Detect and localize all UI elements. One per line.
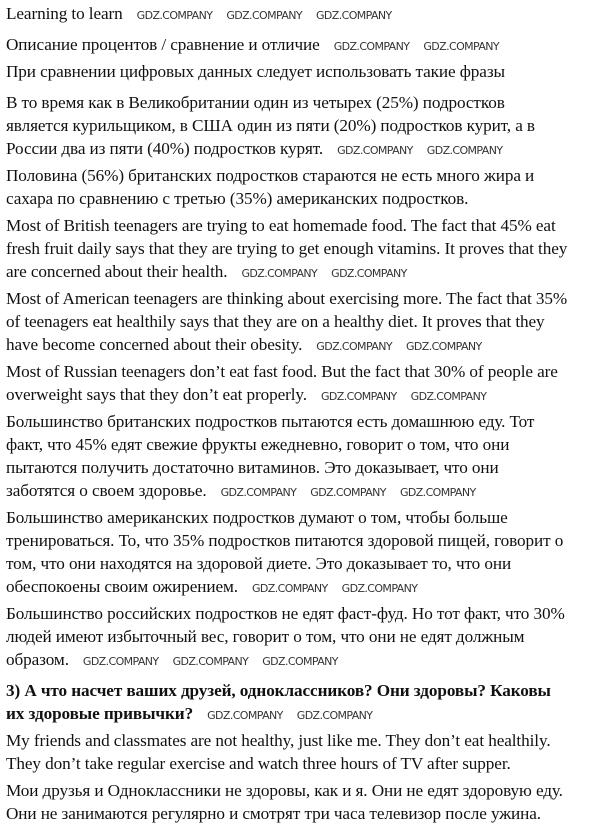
answer-english: My friends and classmates are not healthy, just like me. They don’t eat healthily. They don’t take regular exercise and watch three hours of TV after supper. [6, 731, 551, 773]
watermark: GDZ.COMPANY [207, 708, 283, 722]
watermark: GDZ.COMPANY [320, 389, 397, 403]
paragraph-smoking: В то время как в Великобритании один из четырех (25%) подростков является курильщиком, в США один из пяти (20%) подростков курит, а в России два из пяти (40%) подростков курят. [6, 93, 535, 158]
section-subtitle: Описание процентов / сравнение и отличие [6, 35, 320, 54]
watermark: GDZ.COMPANY [316, 8, 392, 22]
watermark: GDZ.COMPANY [316, 339, 392, 353]
watermark: GDZ.COMPANY [262, 654, 338, 668]
watermark: GDZ.COMPANY [410, 389, 487, 403]
paragraph-british-ru-block [6, 410, 604, 502]
watermark: GDZ.COMPANY [226, 8, 302, 22]
answer-russian: Мои друзья и Одноклассники не здоровы, как и я. Они не едят здоровую еду. Они не занимаются регулярно и смотрят три часа телевизор после ужина. [6, 781, 563, 823]
answer-russian-block [6, 779, 604, 825]
question-block [6, 679, 604, 725]
watermark: GDZ.COMPANY [341, 581, 418, 595]
paragraph-russian-ru: Большинство российских подростков не едят фаст-фуд. Но тот факт, что 30% людей имеют избыточный вес, говорит о том, что они не едят должным образом. [6, 604, 565, 669]
watermark: GDZ.COMPANY [82, 654, 159, 668]
paragraph-fat-sugar: Половина (56%) британских подростков стараются не есть много жира и сахара по сравнению с третью (35%) американских подростков. [6, 166, 535, 208]
section-subtitle-line [6, 33, 604, 56]
paragraph-russian-en-block [6, 360, 604, 406]
intro-line [6, 60, 604, 83]
watermark: GDZ.COMPANY [331, 266, 407, 280]
watermark: GDZ.COMPANY [296, 708, 373, 722]
document-title-line [6, 2, 604, 25]
watermark: GDZ.COMPANY [426, 143, 503, 157]
watermark: GDZ.COMPANY [310, 485, 386, 499]
watermark: GDZ.COMPANY [399, 485, 476, 499]
watermark: GDZ.COMPANY [405, 339, 482, 353]
watermark: GDZ.COMPANY [252, 581, 328, 595]
paragraph-fat-sugar-block [6, 164, 604, 210]
watermark: GDZ.COMPANY [241, 266, 318, 280]
intro-text: При сравнении цифровых данных следует использовать такие фразы [6, 62, 505, 81]
watermark: GDZ.COMPANY [220, 485, 297, 499]
paragraph-russian-en: Most of Russian teenagers don’t eat fast food. But the fact that 30% of people are overweight says that they don’t eat properly. [6, 362, 558, 404]
paragraph-american-ru-block [6, 506, 604, 598]
document-title: Learning to learn [6, 4, 123, 23]
paragraph-british-en: Most of British teenagers are trying to eat homemade food. The fact that 45% eat fresh fruit daily says that they are trying to get enough vitamins. It proves that they are concerned about their health. [6, 216, 568, 281]
paragraph-american-en: Most of American teenagers are thinking about exercising more. The fact that 35% of teenagers eat healthily says that they are on a healthy diet. It proves that they have become concerned about their obesity. [6, 289, 568, 354]
paragraph-british-en-block [6, 214, 604, 283]
answer-english-block [6, 729, 604, 775]
question-heading: 3) А что насчет ваших друзей, одноклассников? Они здоровы? Каковы их здоровые привычки? [6, 681, 551, 723]
watermark: GDZ.COMPANY [337, 143, 413, 157]
watermark: GDZ.COMPANY [136, 8, 213, 22]
paragraph-british-ru: Большинство британских подростков пытаются есть домашнюю еду. Тот факт, что 45% едят свежие фрукты ежедневно, говорит о том, что они пытаются получить достаточно витаминов. Это доказывает, что они заботятся о своем здоровье. [6, 412, 535, 500]
watermark: GDZ.COMPANY [333, 39, 410, 53]
paragraph-russian-ru-block [6, 602, 604, 671]
paragraph-smoking-block [6, 91, 604, 160]
paragraph-american-ru: Большинство американских подростков думают о том, чтобы больше тренироваться. То, что 35% подростков питаются здоровой пищей, говорит о том, что они находятся на здоровой диете. Это доказывает то, что они обеспокоены своим ожирением. [6, 508, 564, 596]
watermark: GDZ.COMPANY [423, 39, 500, 53]
watermark: GDZ.COMPANY [172, 654, 249, 668]
paragraph-american-en-block [6, 287, 604, 356]
